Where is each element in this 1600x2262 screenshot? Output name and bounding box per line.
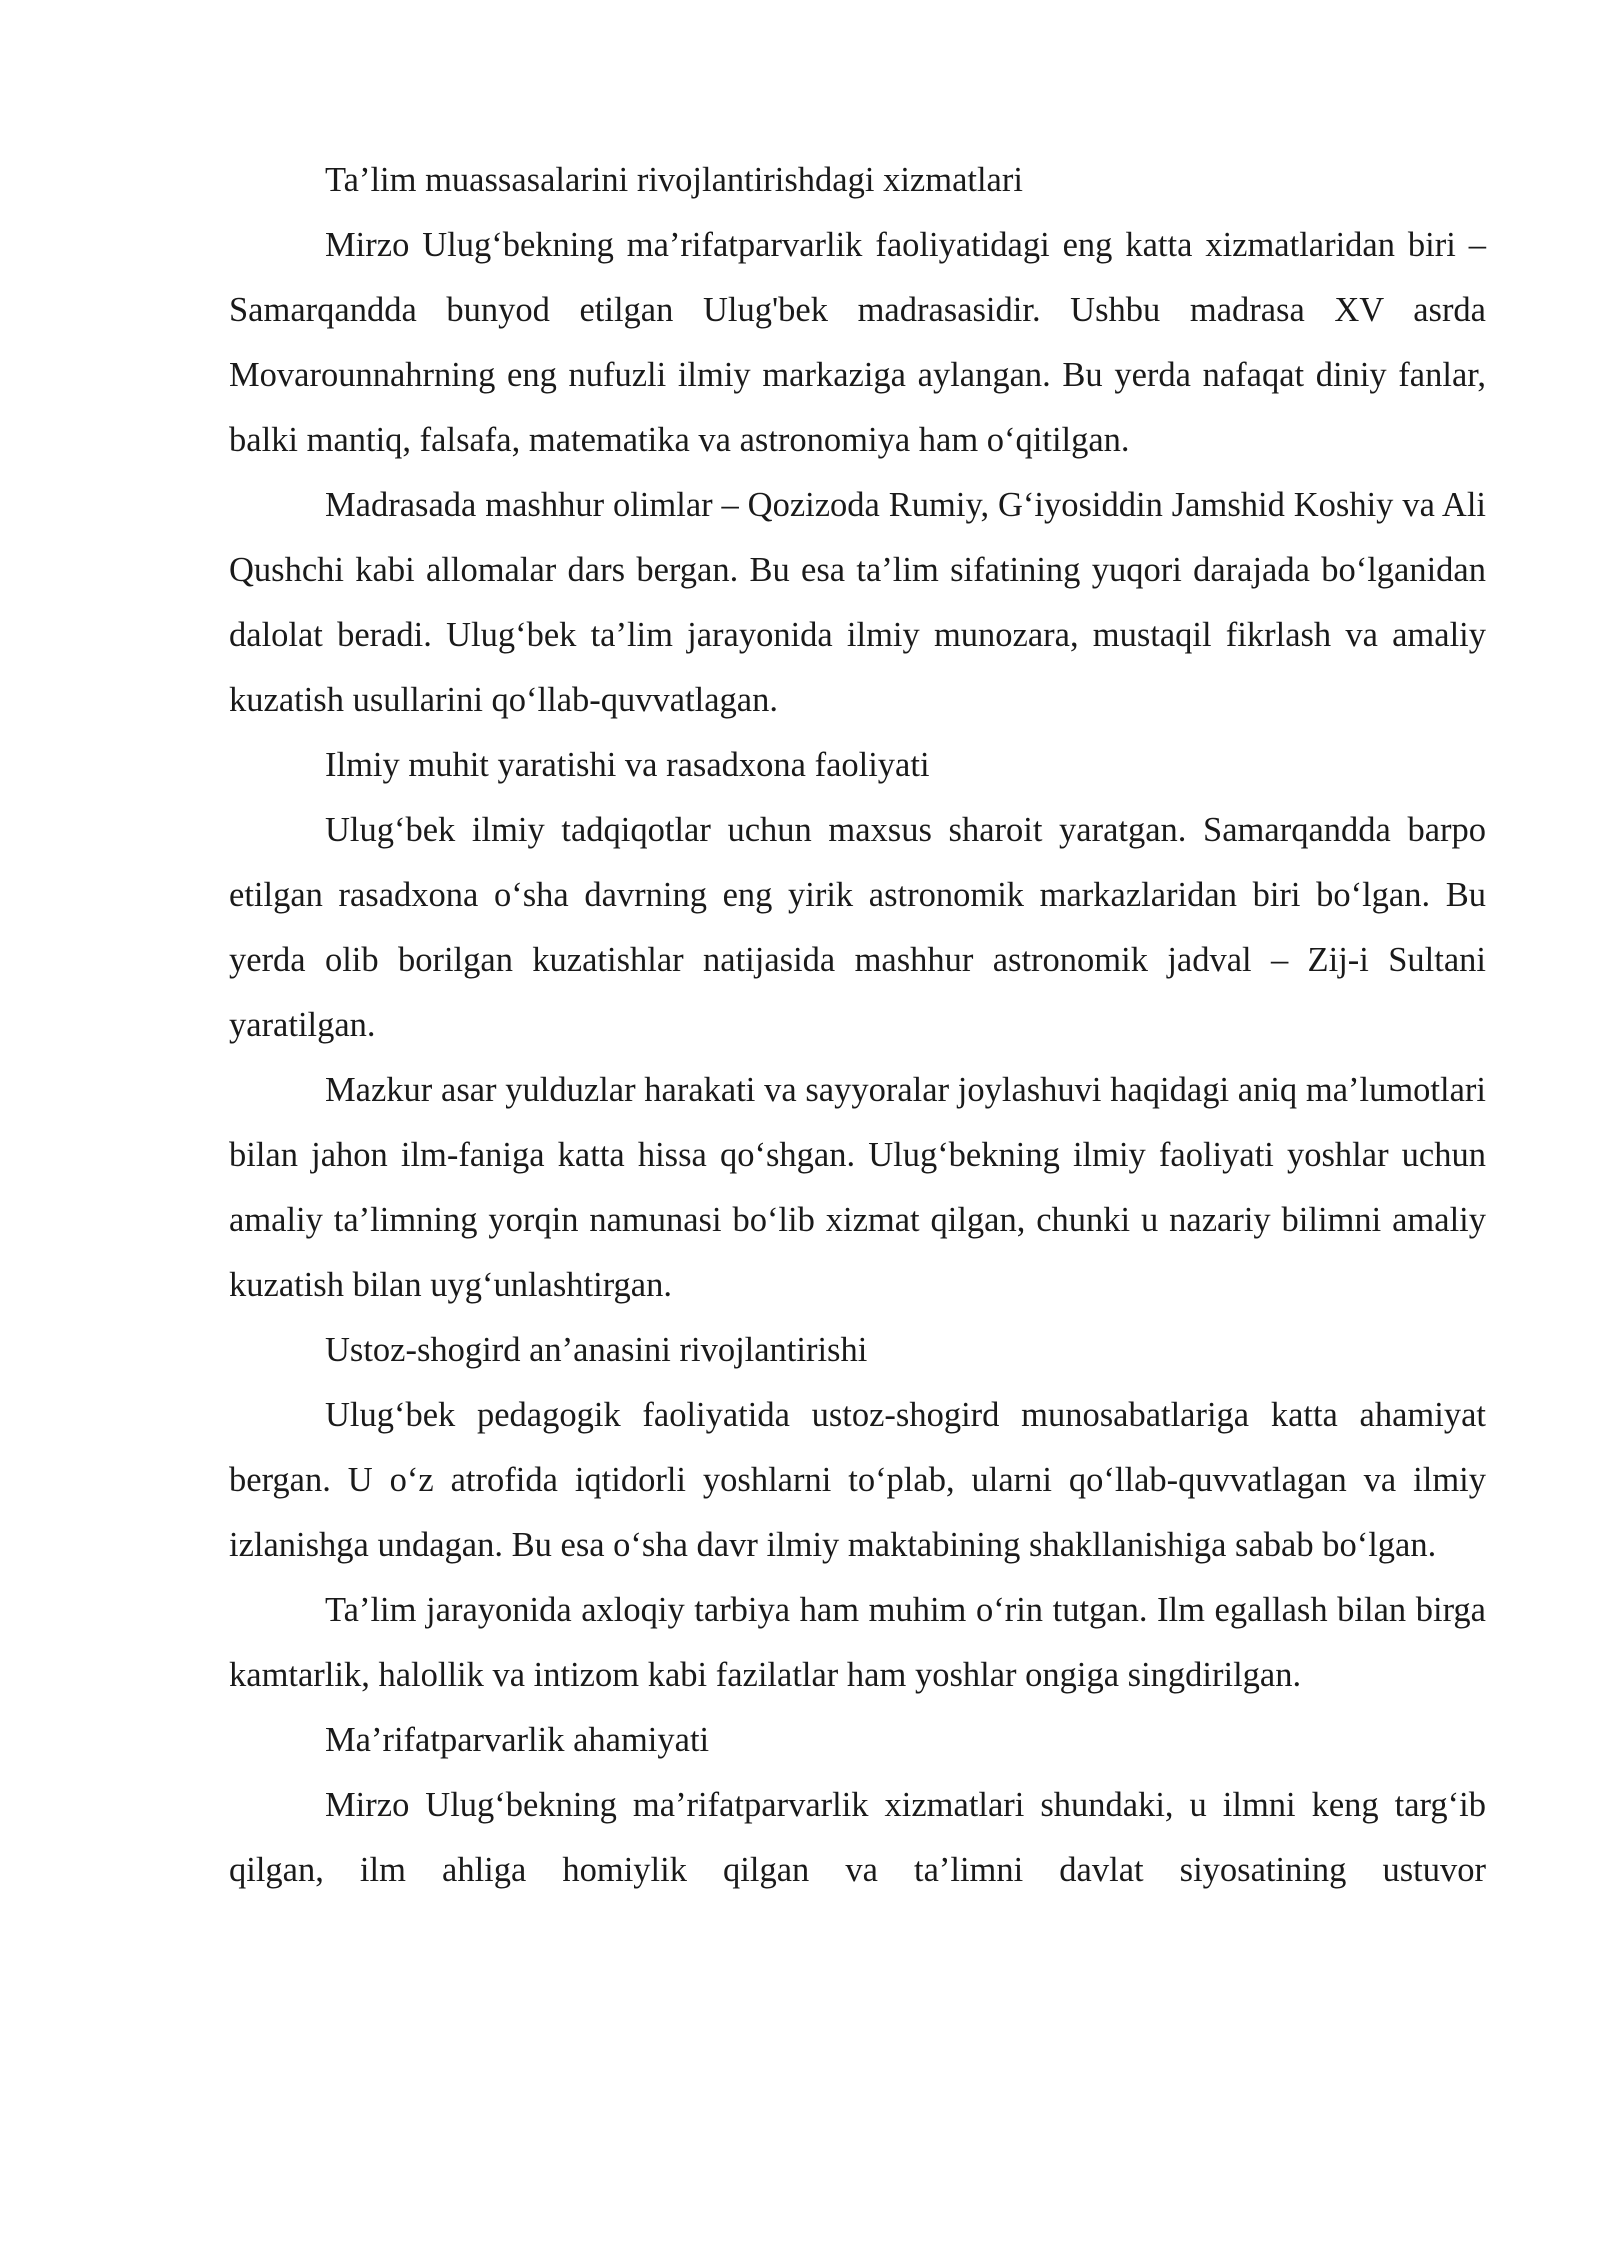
paragraph-scholars: Madrasada mashhur olimlar – Qozizoda Rumiy, G‘iyosiddin Jamshid Koshiy va Ali Qushchi kabi allomalar dars bergan. Bu esa ta’lim sifatining yuqori darajada bo‘lganidan dalolat beradi. Ulug‘bek ta’lim jarayonida ilmiy munozara, mustaqil fikrlash va amaliy kuzatish usullarini qo‘llab-quvvatlagan. [229, 486, 1486, 719]
section-heading-observatory: Ilmiy muhit yaratishi va rasadxona faoliyati [325, 746, 930, 784]
section-heading-education-institutions: Ta’lim muassasalarini rivojlantirishdagi xizmatlari [325, 161, 1023, 199]
paragraph-enlightenment: Mirzo Ulug‘bekning ma’rifatparvarlik xizmatlari shundaki, u ilmni keng targ‘ib qilgan, ilm ahliga homiylik qilgan va ta’limni davlat siyosatining ustuvor [229, 1786, 1486, 1889]
paragraph-mentorship: Ulug‘bek pedagogik faoliyatida ustoz-shogird munosabatlariga katta ahamiyat bergan. U o‘z atrofida iqtidorli yoshlarni to‘plab, ularni qo‘llab-quvvatlagan va ilmiy izlanishga undagan. Bu esa o‘sha davr ilmiy maktabining shakllanishiga sabab bo‘lgan. [229, 1396, 1486, 1564]
paragraph-zij: Mazkur asar yulduzlar harakati va sayyoralar joylashuvi haqidagi aniq ma’lumotlari bilan jahon ilm-faniga katta hissa qo‘shgan. Ulug‘bekning ilmiy faoliyati yoshlar uchun amaliy ta’limning yorqin namunasi bo‘lib xizmat qilgan, chunki u nazariy bilimni amaliy kuzatish bilan uyg‘unlashtirgan. [229, 1071, 1486, 1304]
paragraph-observatory: Ulug‘bek ilmiy tadqiqotlar uchun maxsus sharoit yaratgan. Samarqandda barpo etilgan rasadxona o‘sha davrning eng yirik astronomik markazlaridan biri bo‘lgan. Bu yerda olib borilgan kuzatishlar natijasida mashhur astronomik jadval – Zij-i Sultani yaratilgan. [229, 811, 1486, 1044]
document-page [229, 148, 1486, 1903]
section-heading-enlightenment: Ma’rifatparvarlik ahamiyati [325, 1721, 710, 1759]
paragraph-madrasa: Mirzo Ulug‘bekning ma’rifatparvarlik faoliyatidagi eng katta xizmatlaridan biri – Samarqandda bunyod etilgan Ulug'bek madrasasidir. Ushbu madrasa XV asrda Movarounnahrning eng nufuzli ilmiy markaziga aylangan. Bu yerda nafaqat diniy fanlar, balki mantiq, falsafa, matematika va astronomiya ham o‘qitilgan. [229, 226, 1486, 459]
section-heading-mentorship: Ustoz-shogird an’anasini rivojlantirishi [325, 1331, 868, 1369]
paragraph-moral-education: Ta’lim jarayonida axloqiy tarbiya ham muhim o‘rin tutgan. Ilm egallash bilan birga kamtarlik, halollik va intizom kabi fazilatlar ham yoshlar ongiga singdirilgan. [229, 1591, 1486, 1694]
